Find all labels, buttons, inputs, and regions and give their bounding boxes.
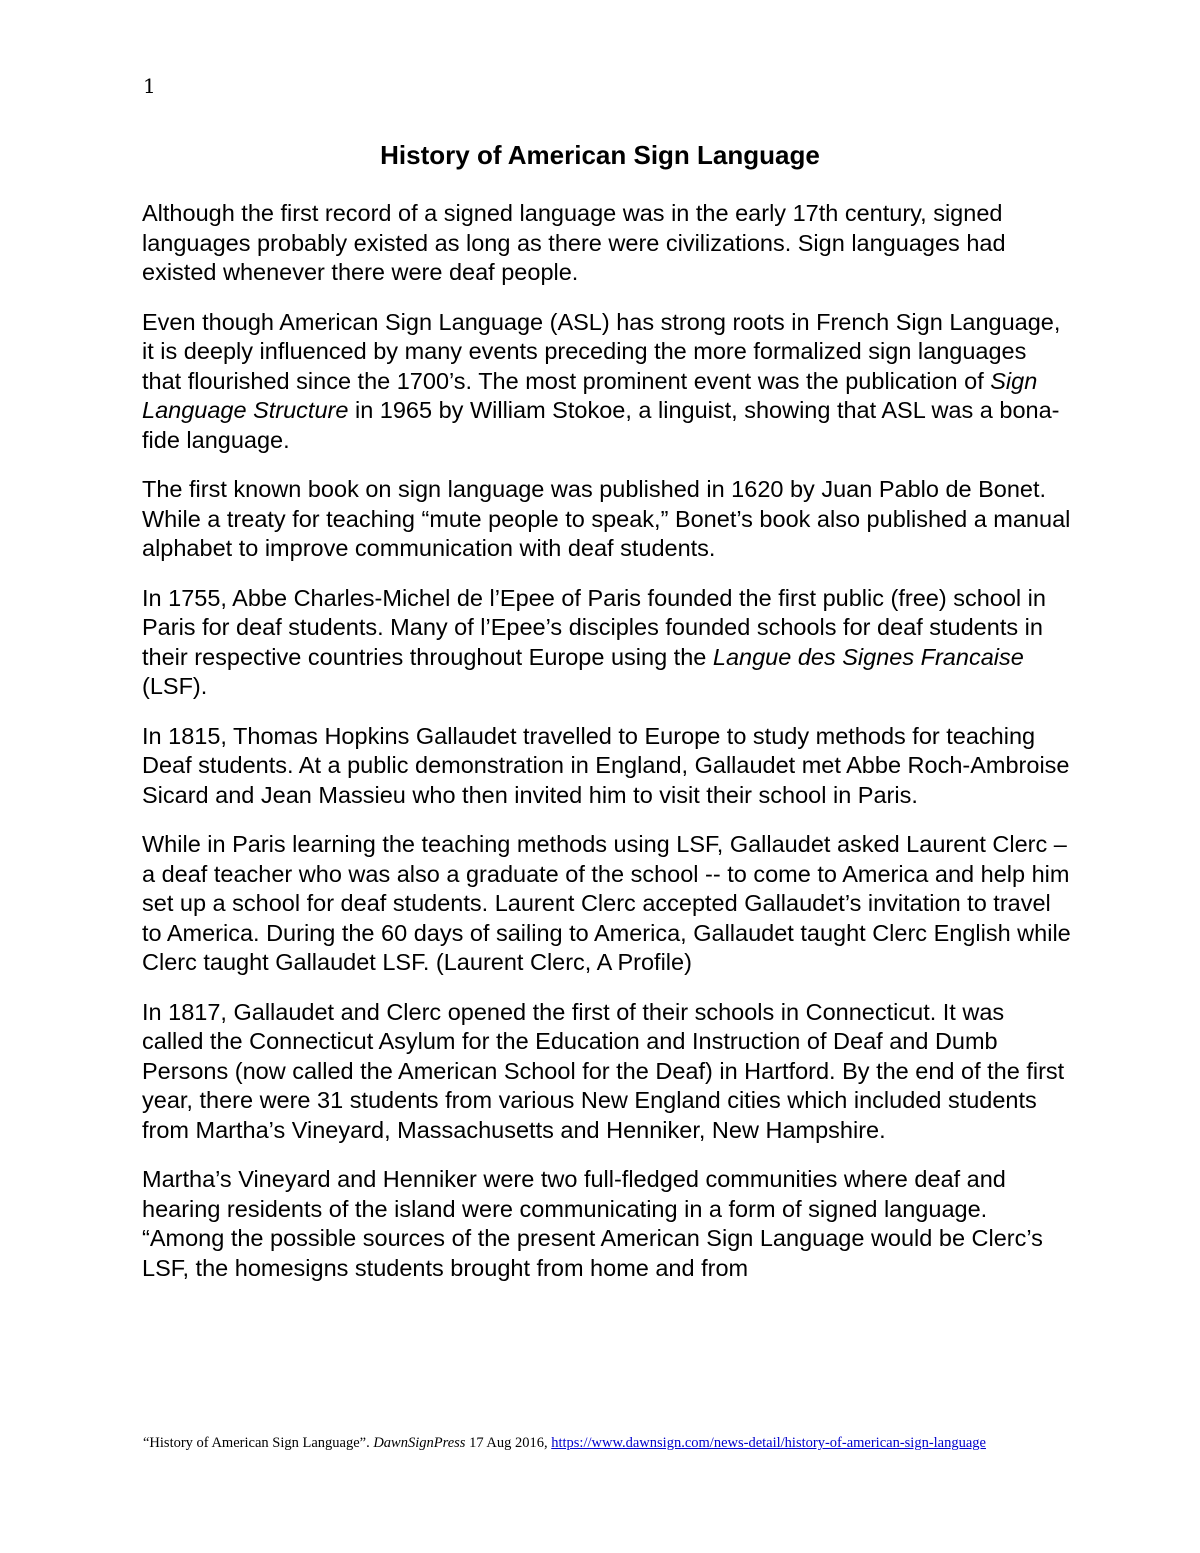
paragraph-4-text-a: In 1755, Abbe Charles-Michel de l’Epee of Paris founded the first public (free) school in Paris for deaf students. Many of l’Epee’s disciples founded schools for deaf students in their respective countries throughout Europe using the: [142, 584, 1046, 670]
document-body: [142, 199, 1072, 1303]
paragraph-1: Although the first record of a signed language was in the early 17th century, signed languages probably existed as long as there were civilizations. Sign languages had existed whenever there were deaf people.: [142, 200, 1006, 285]
footnote-source-link[interactable]: https://www.dawnsign.com/news-detail/history-of-american-sign-language: [551, 1435, 986, 1451]
footnote: [143, 1435, 986, 1452]
paragraph-8: Martha’s Vineyard and Henniker were two full-fledged communities where deaf and hearing residents of the island were communicating in a form of signed language. “Among the possible sources of the present American Sign Language would be Clerc’s LSF, the homesigns students brought from home and from: [142, 1166, 1043, 1281]
paragraph-6: While in Paris learning the teaching methods using LSF, Gallaudet asked Laurent Clerc – a deaf teacher who was also a graduate of the school -- to come to America and help him set up a school for deaf students. Laurent Clerc accepted Gallaudet’s invitation to travel to America. During the 60 days of sailing to America, Gallaudet taught Clerc English while Clerc taught Gallaudet LSF. (Laurent Clerc, A Profile): [142, 831, 1071, 975]
paragraph-5: In 1815, Thomas Hopkins Gallaudet travelled to Europe to study methods for teaching Deaf students. At a public demonstration in England, Gallaudet met Abbe Roch-Ambroise Sicard and Jean Massieu who then invited him to visit their school in Paris.: [142, 722, 1070, 808]
footnote-citation: “History of American Sign Language”.: [143, 1435, 374, 1451]
footnote-publisher: DawnSignPress: [373, 1435, 466, 1451]
page-number: 1: [143, 74, 156, 98]
paragraph-3: The first known book on sign language was published in 1620 by Juan Pablo de Bonet. While a treaty for teaching “mute people to speak,” Bonet’s book also published a manual alphabet to improve communication with deaf students.: [142, 476, 1071, 561]
paragraph-4: [142, 584, 1072, 702]
footnote-date: 17 Aug 2016,: [465, 1435, 552, 1451]
paragraph-2-text-b: in 1965 by William Stokoe, a linguist, showing that ASL was a bona-fide language.: [142, 397, 1060, 453]
book-title-sign-language-structure: Sign Language Structure: [142, 367, 1038, 423]
document-title: History of American Sign Language: [380, 140, 820, 170]
paragraph-2-text-a: Even though American Sign Language (ASL) has strong roots in French Sign Language, it is deeply influenced by many events preceding the more formalized sign languages that flourished since the 1700’s. The most prominent event was the publication of: [142, 308, 1061, 394]
term-langue-des-signes-francaise: Langue des Signes Francaise: [712, 643, 1024, 670]
paragraph-7: In 1817, Gallaudet and Clerc opened the first of their schools in Connecticut. It was called the Connecticut Asylum for the Education and Instruction of Deaf and Dumb Persons (now called the American School for the Deaf) in Hartford. By the end of the first year, there were 31 students from various New England cities which included students from Martha’s Vineyard, Massachusetts and Henniker, New Hampshire.: [142, 998, 1065, 1143]
paragraph-4-text-b: (LSF).: [142, 673, 208, 699]
paragraph-2: [142, 308, 1072, 456]
